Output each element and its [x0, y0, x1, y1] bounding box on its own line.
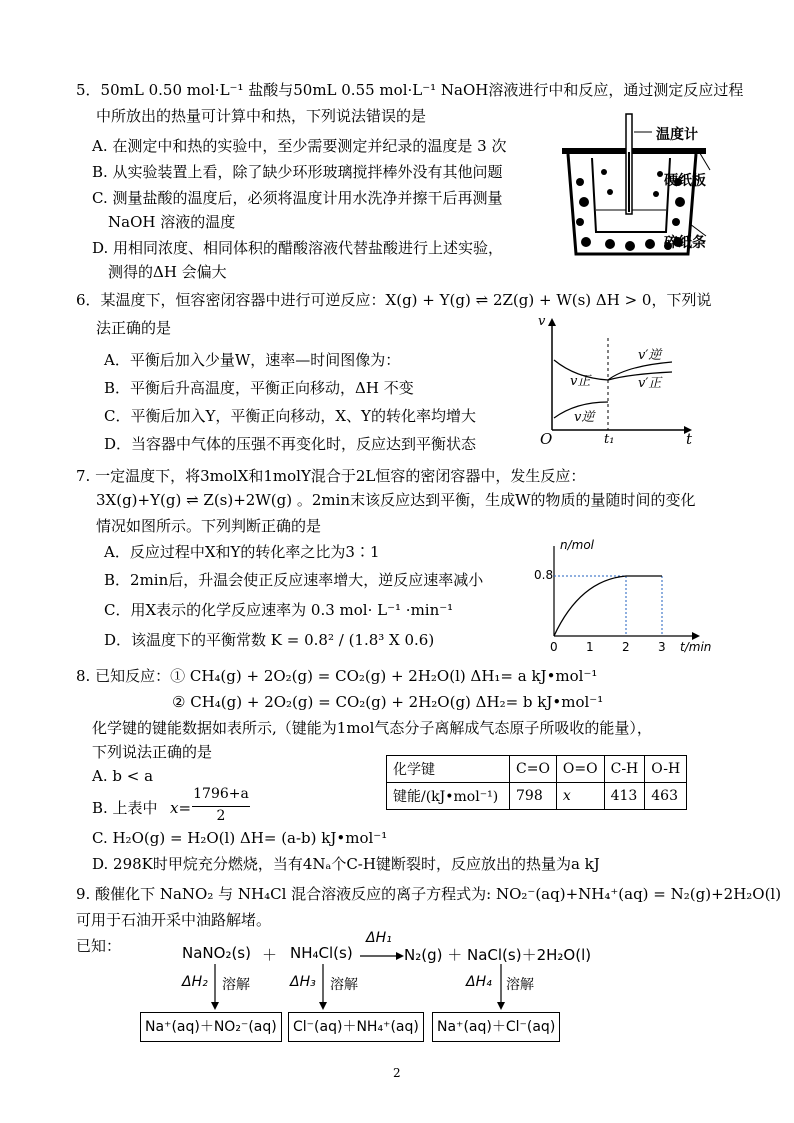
graph6-v-label: v: [538, 314, 546, 329]
rate-time-graph: [536, 318, 696, 448]
q5-option-c-line1: C. 测量盐酸的温度后，必须将温度计用水洗净并擦干后再测量: [92, 189, 503, 207]
q8-option-c: C. H₂O(g) = H₂O(l) ΔH= (a-b) kJ•mol⁻¹: [92, 829, 388, 847]
table-header-cell: C=O: [510, 756, 557, 783]
graph7-ylabel: n/mol: [560, 538, 595, 552]
q5-option-d-line1: D. 用相同浓度、相同体积的醋酸溶液代替盐酸进行上述实验，: [92, 239, 504, 257]
graph6-origin: O: [540, 430, 553, 448]
q9-dissolve-1: 溶解: [222, 977, 250, 993]
q9-reactant-nh4cl: NH₄Cl(s): [290, 944, 353, 962]
q8-fraction-numerator: 1796+a: [193, 786, 249, 802]
graph6-vrev-label: v逆: [574, 410, 595, 425]
q7-stem-line3: 情况如图所示。下列判断正确的是: [96, 517, 322, 535]
q9-known: 已知：: [76, 937, 122, 955]
down-arrow-icon: [210, 964, 220, 1010]
moles-time-graph: [540, 544, 700, 644]
q9-dh3: ΔH₃: [290, 974, 316, 990]
graph7-y08: 0.8: [534, 568, 554, 582]
graph7-x2: 2: [622, 640, 630, 654]
q5-option-a: A. 在测定中和热的实验中，至少需要测定并纪录的温度是 3 次: [92, 137, 507, 155]
graph6-v2fwd-label: v′正: [638, 376, 662, 391]
q5-stem-line1: 5．50mL 0.50 mol·L⁻¹ 盐酸与50mL 0.55 mol·L⁻¹ NaOH溶液进行中和反应，通过测定反应过程: [76, 81, 744, 99]
table-cell: 463: [645, 783, 687, 810]
table-header-cell: C-H: [604, 756, 645, 783]
q6-stem-line1: 6．某温度下，恒容密闭容器中进行可逆反应：X(g) + Y(g) ⇌ 2Z(g) + W(s) ΔH > 0，下列说: [76, 291, 712, 309]
q6-stem-line2: 法正确的是: [96, 319, 172, 337]
down-arrow-icon: [496, 964, 506, 1010]
q8-option-b-prefix: B. 上表中: [92, 799, 158, 817]
q9-stem-line2: 可用于石油开采中油路解堵。: [76, 911, 272, 929]
q9-dh2: ΔH₂: [182, 974, 208, 990]
q9-box-na-no2: Na⁺(aq)＋NO₂⁻(aq): [140, 1012, 282, 1042]
thermometer-label: 温度计: [656, 127, 698, 143]
table-header-row: [387, 756, 687, 783]
q8-option-d: D. 298K时甲烷充分燃烧，当有4Nₐ个C-H键断裂时，反应放出的热量为a kJ: [92, 855, 600, 873]
scraps-label: 碎纸条: [664, 235, 706, 251]
q9-dissolve-2: 溶解: [330, 977, 358, 993]
graph7-xlabel: t/min: [680, 640, 712, 654]
q9-stem-line1: 9. 酸催化下 NaNO₂ 与 NH₄Cl 混合溶液反应的离子方程式为: NO₂⁻(aq)+NH₄⁺(aq) = N₂(g)+2H₂O(l): [76, 885, 782, 903]
q9-box-na-cl: Na⁺(aq)＋Cl⁻(aq): [432, 1012, 560, 1042]
q7-option-a: A．反应过程中X和Y的转化率之比为3∶1: [104, 543, 380, 561]
graph7-x3: 3: [658, 640, 666, 654]
q6-option-a: A．平衡后加入少量W，速率—时间图像为：: [104, 351, 401, 369]
q9-dh4: ΔH₄: [466, 974, 492, 990]
q5-option-b: B. 从实验装置上看，除了缺少环形玻璃搅拌棒外没有其他问题: [92, 163, 503, 181]
reaction-arrow-icon: [360, 950, 404, 962]
q5-option-c-line2: NaOH 溶液的温度: [108, 213, 236, 231]
board-label: 硬纸板: [664, 173, 706, 189]
q8-option-a: A. b < a: [92, 767, 154, 785]
q8-stem: 8. 已知反应：① CH₄(g) + 2O₂(g) = CO₂(g) + 2H₂O(l) ΔH₁= a kJ•mol⁻¹: [76, 667, 598, 685]
graph7-x1: 1: [586, 640, 594, 654]
q9-plus: ＋: [262, 946, 278, 964]
q9-products: N₂(g) ＋ NaCl(s)＋2H₂O(l): [404, 946, 592, 964]
q7-option-d: D．该温度下的平衡常数 K = 0.8² / (1.8³ X 0.6): [104, 631, 435, 649]
table-cell: x: [556, 783, 604, 810]
q6-option-c: C．平衡后加入Y，平衡正向移动，X、Y的转化率均增大: [104, 407, 476, 425]
q5-stem-line2: 中所放出的热量可计算中和热，下列说法错误的是: [96, 107, 427, 125]
q6-option-b: B．平衡后升高温度，平衡正向移动，ΔH 不变: [104, 379, 414, 397]
graph6-vfwd-label: v正: [570, 374, 591, 389]
down-arrow-icon: [318, 964, 328, 1010]
graph6-t1-label: t₁: [604, 432, 615, 447]
q8-equation-2: ② CH₄(g) + 2O₂(g) = CO₂(g) + 2H₂O(g) ΔH₂= b kJ•mol⁻¹: [172, 693, 604, 711]
table-header-cell: O=O: [556, 756, 604, 783]
table-header-cell: 化学键: [387, 756, 510, 783]
q6-option-d: D．当容器中气体的压强不再变化时，反应达到平衡状态: [104, 435, 477, 453]
q8-fraction-bar: [192, 806, 250, 807]
table-cell: 键能/(kJ•mol⁻¹): [387, 783, 510, 810]
q5-option-d-line2: 测得的ΔH 会偏大: [108, 263, 227, 281]
q9-dh1: ΔH₁: [366, 930, 392, 946]
q8-option-b-x: x=: [170, 799, 192, 817]
table-cell: 798: [510, 783, 557, 810]
graph7-x0: 0: [550, 640, 558, 654]
q7-stem-line1: 7. 一定温度下，将3molX和1molY混合于2L恒容的密闭容器中，发生反应：: [76, 467, 586, 485]
q7-option-c: C．用X表示的化学反应速率为 0.3 mol· L⁻¹ ·min⁻¹: [104, 601, 454, 619]
graph6-v2rev-label: v′逆: [638, 348, 662, 363]
table-row: [387, 783, 687, 810]
graph6-t-label: t: [686, 430, 693, 448]
table-header-cell: O-H: [645, 756, 687, 783]
table-cell: 413: [604, 783, 645, 810]
q9-reactant-nano2: NaNO₂(s): [182, 944, 251, 962]
q7-option-b: B．2min后，升温会使正反应速率增大，逆反应速率减小: [104, 571, 484, 589]
q8-fraction-denominator: 2: [216, 808, 226, 824]
q8-note: 化学键的键能数据如表所示,（键能为1mol气态分子离解成气态原子所吸收的能量），: [92, 719, 652, 737]
page-number: 2: [393, 1066, 401, 1080]
q8-ask: 下列说法正确的是: [92, 743, 213, 761]
bond-energy-table: [386, 755, 687, 810]
q9-box-cl-nh4: Cl⁻(aq)＋NH₄⁺(aq): [288, 1012, 424, 1042]
q7-stem-line2: 3X(g)+Y(g) ⇌ Z(s)+2W(g) 。2min末该反应达到平衡，生成W的物质的量随时间的变化: [96, 491, 696, 509]
q9-dissolve-3: 溶解: [506, 977, 534, 993]
